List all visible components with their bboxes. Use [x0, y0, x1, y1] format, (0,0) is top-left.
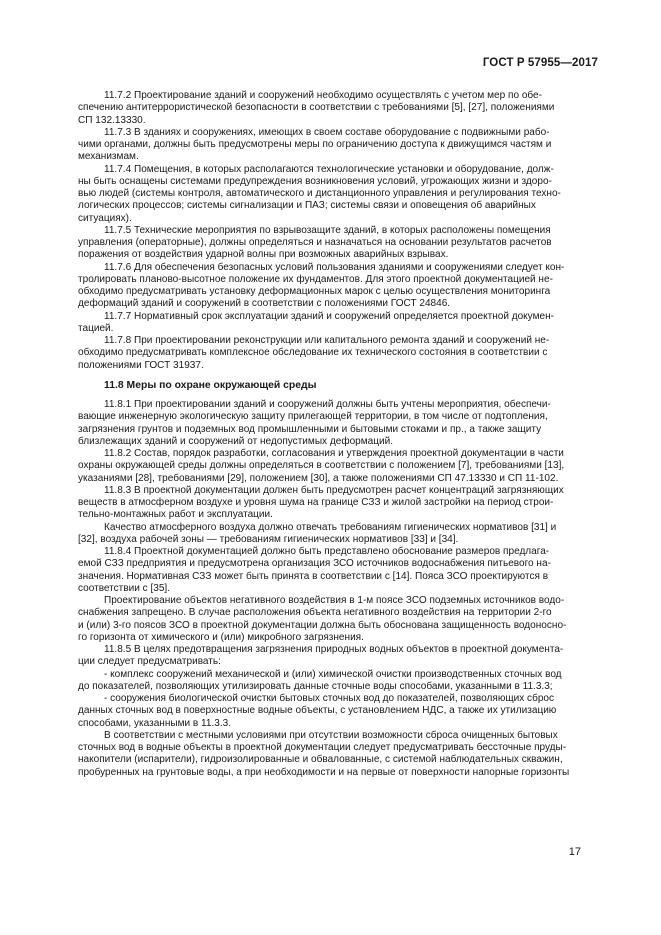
paragraph-11-7-7: 11.7.7 Нормативный срок эксплуатации зданий и сооружений определяется проектной докумен- тацией.	[78, 310, 554, 334]
section-heading: 11.8 Меры по охране окружающей среды	[104, 379, 317, 391]
paragraph-11-7-4: 11.7.4 Помещения, в которых располагаются технологические установки и оборудование, долж- ны быть оснащены системами предупреждения возникновения условий, угрожающих жизни и здоро- вью людей (системы контроля, автоматического и дистанционного управления и регулирования техно- логических процессов; системы сигнализации и ПАЗ; системы связи и оповещения об аварийных ситуациях).	[78, 163, 561, 224]
page-number: 17	[568, 846, 581, 858]
paragraph-local-conditions: В соответствии с местными условиями при отсутствии возможности сброса очищенных бытовых сточных вод в водные объекты в проектной документации следует предусматривать бессточные пруды- накопители (испарители), гидроизолированные и обвалованные, с системой наблюдательных скважин, пробуренных на грунтовые воды, а при необходимости и на первые от поверхности напорные горизонты	[78, 729, 570, 778]
paragraph-11-7-8: 11.7.8 При проектировании реконструкции или капитального ремонта зданий и сооружений не- обходимо предусматривать комплексное обследование их технического состояния в соответствии с положениями ГОСТ 31937.	[78, 335, 550, 371]
page-body	[78, 90, 583, 779]
paragraph-11-8-5: 11.8.5 В целях предотвращения загрязнения природных водных объектов в проектной документа- ции следует предусматривать:	[78, 644, 564, 668]
paragraph-11-8-4: 11.8.4 Проектной документацией должно быть представлено обоснование размеров предлага- емой СЗЗ предприятия и предусмотрена организация ЗСО источников водоснабжения питьевого на- значения. Нормативная СЗЗ может быть принята в соответствии с [14]. Пояса ЗСО проектируются в соответствии с [35].	[78, 546, 551, 594]
paragraph-11-8-3: 11.8.3 В проектной документации должен быть предусмотрен расчет концентраций загрязняющих веществ в атмосферном воздухе и уровня шума на границе СЗЗ и жилой застройки на период строи- тельно-монтажных работ и эксплуатации.	[78, 484, 564, 521]
list-item: - комплекс сооружений механической и (или) химической очистки производственных сточных вод до показателей, позволяющих утилизировать данные сточные воды способами, указанными в 11.3.3;	[78, 668, 562, 692]
paragraph-11-8-2: 11.8.2 Состав, порядок разработки, согласования и утверждения проектной документации в части охраны окружающей среды должны определяться в соответствии с положением [7], требованиями [13], указаниями [28], требованиями [29], положением [30], а также положениями СП 47.13330 и СП 11-102.	[78, 448, 565, 484]
list-item: - сооружения биологической очистки бытовых сточных вод до показателей, позволяющих сброс данных сточных вод в поверхностные водные объекты, с установлением НДС, а также их утилизацию способами, указанными в 11.3.3.	[78, 693, 557, 729]
paragraph-11-7-6: 11.7.6 Для обеспечения безопасных условий пользования зданиями и сооружениями следует кон- тролировать планово-высотное положение их фундаментов. Для этого проектной документацией не- обходимо предусматривать установку деформационных марок с целью осуществления мониторинга деформаций зданий и сооружений в соответствии с положениями ГОСТ 24846.	[78, 261, 565, 310]
paragraph-11-7-2: 11.7.2 Проектирование зданий и сооружений необходимо осуществлять с учетом мер по обе- спечению антитеррористической безопасности в соответствии с требованиями [5], [27], положениями СП 132.13330.	[78, 90, 555, 126]
paragraph-air-quality: Качество атмосферного воздуха должно отвечать требованиям гигиенических нормативов [31] и [32], воздуха рабочей зоны — требованиям гигиенических нормативов [33] и [34].	[78, 521, 557, 545]
paragraph-zso-design: Проектирование объектов негативного воздействия в 1-м поясе ЗСО подземных источников водо- снабжения запрещено. В случае расположения объекта негативного воздействия на территории 2-го и (или) 3-го поясов ЗСО в проектной документации должна быть обоснована защищенность водоносно- го горизонта от химического и (или) микробного загрязнения.	[78, 595, 567, 643]
document-code: ГОСТ Р 57955—2017	[482, 57, 598, 69]
paragraph-11-8-1: 11.8.1 При проектировании зданий и сооружений должны быть учтены мероприятия, обеспечи- вающие инженерную экологическую защиту прилегающей территории, в том числе от подтопления, загрязнения грунтов и подземных вод промышленными и бытовыми стоками и пр., а также защиту близлежащих зданий и сооружений от недопустимых деформаций.	[78, 399, 551, 447]
paragraph-11-7-3: 11.7.3 В зданиях и сооружениях, имеющих в своем составе оборудование с подвижными рабо- чими органами, должны быть предусмотрены меры по ограничению доступа к движущимся частям и механизмам.	[78, 126, 552, 163]
paragraph-11-7-5: 11.7.5 Технические мероприятия по взрывозащите зданий, в которых расположены помещения управления (операторные), должны определяться и назначаться на основании результатов расчетов поражения от воздействия ударной волны при возможных аварийных взрывах.	[78, 224, 552, 261]
